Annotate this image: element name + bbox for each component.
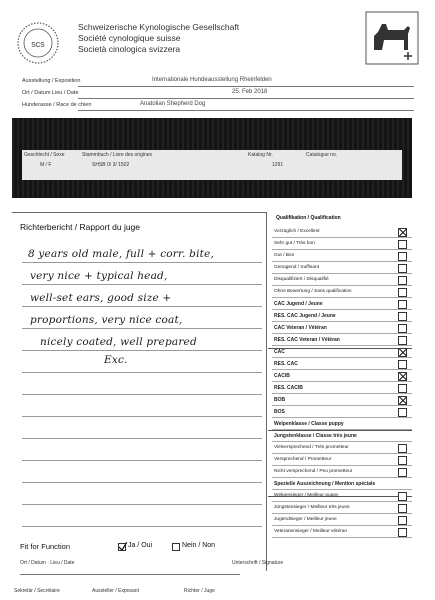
- qualification-label: Welpensieger / Meilleur puppy: [274, 493, 339, 498]
- qualification-checkbox[interactable]: [398, 408, 407, 417]
- fit-no-checkbox[interactable]: [172, 543, 180, 551]
- qualification-label: CAC Jugend / Jeune: [274, 301, 323, 307]
- qualification-row: [272, 274, 412, 286]
- catalog-value: 1291: [272, 162, 284, 168]
- qualification-row: [272, 358, 412, 370]
- qualification-checkbox[interactable]: [398, 528, 407, 537]
- qualification-checkbox[interactable]: [398, 252, 407, 261]
- handwriting-line-1: 8 years old male, full + corr. bite,: [28, 248, 215, 260]
- fit-yes-checkbox[interactable]: [118, 543, 126, 551]
- qualification-checkbox[interactable]: [398, 300, 407, 309]
- qualification-label: Jugendsieger / Meilleur jeune: [274, 517, 337, 522]
- breed-value: Anatolian Shepherd Dog: [140, 101, 206, 107]
- qualification-checkbox[interactable]: [398, 504, 407, 513]
- qualification-row: [272, 250, 412, 262]
- qualification-checkbox[interactable]: [398, 468, 407, 477]
- qualification-row: [272, 334, 412, 346]
- catalog-label-fr: Catalogue no.: [306, 152, 338, 158]
- qualification-label: Nicht versprechend / Peu prometteur: [274, 469, 353, 474]
- catalog-label: Katalog Nr.: [248, 152, 273, 158]
- bottom-judge-label: Richter / Juge: [184, 588, 215, 594]
- qualification-checkbox[interactable]: [398, 384, 407, 393]
- qualification-checkbox[interactable]: [398, 228, 407, 237]
- qualification-label: Vorzüglich / Excellent: [274, 229, 320, 234]
- qualification-checkbox[interactable]: [398, 324, 407, 333]
- fit-yes-label: Ja / Oui: [128, 542, 153, 549]
- qualification-label: RES. CAC Veteran / Vétéran: [274, 337, 340, 343]
- band-details-row: [22, 150, 402, 180]
- qualification-row: [272, 238, 412, 250]
- qualification-label: Disqualifiziert / Disqualifié: [274, 277, 329, 282]
- qualification-checkbox[interactable]: [398, 456, 407, 465]
- breed-label: Hunderasse / Race de chien: [22, 102, 92, 108]
- qualification-label: Genügend / Suffisant: [274, 265, 319, 270]
- qualification-checkbox[interactable]: [398, 348, 407, 357]
- org-name-de: Schweizerische Kynologische Gesellschaft: [78, 22, 240, 32]
- qualification-label: Welpenklasse / Classe puppy: [274, 421, 344, 427]
- dog-details-band: [12, 118, 412, 198]
- date-label: Ort / Datum Lieu / Date: [22, 90, 79, 96]
- qualification-row: [272, 430, 412, 442]
- qualification-label: Sehr gut / Très bon: [274, 241, 315, 246]
- qualification-label: Vielversprechend / Très prometteur: [274, 445, 349, 450]
- qualification-row: [272, 418, 412, 430]
- checkmark-icon: [118, 542, 127, 551]
- qualification-row: [272, 370, 412, 382]
- qualification-row: [272, 226, 412, 238]
- skg-logo-icon: [14, 20, 62, 66]
- org-name-it: Società cinologica svizzera: [78, 44, 181, 54]
- qualification-label: CAC Veteran / Vétéran: [274, 325, 327, 331]
- dog-logo-icon: [364, 10, 420, 66]
- qualification-label: Ohne Bewertung / Sans qualification: [274, 289, 352, 294]
- sex-label: Geschlecht / Sexe: [24, 152, 65, 158]
- qualification-row: [272, 502, 412, 514]
- qualification-checkbox[interactable]: [398, 240, 407, 249]
- qualification-row: [272, 382, 412, 394]
- event-label: Ausstellung / Exposition: [22, 78, 81, 84]
- sex-value: M / F: [40, 162, 52, 168]
- handwriting-line-4: proportions, very nice coat,: [30, 314, 183, 326]
- qualification-row: [272, 310, 412, 322]
- qualification-checkbox[interactable]: [398, 276, 407, 285]
- report-title: Richterbericht / Rapport du juge: [20, 222, 141, 232]
- qualification-checkbox[interactable]: [398, 360, 407, 369]
- handwriting-line-2: very nice + typical head,: [30, 270, 168, 282]
- fit-no-label: Nein / Non: [182, 542, 216, 549]
- qualification-row: [272, 286, 412, 298]
- date-row: [22, 88, 414, 99]
- qualification-label: BOB: [274, 397, 286, 403]
- qualification-checkbox[interactable]: [398, 492, 407, 501]
- studbook-label: Stammbuch / Livre des origines: [82, 152, 153, 158]
- date-value: 25. Feb 2018: [232, 89, 268, 95]
- report-box: [12, 212, 267, 571]
- qualification-label: Jungstenklasse / Classe très jeune: [274, 433, 357, 439]
- footer-signature-label: Unterschrift / Signature: [232, 560, 284, 566]
- qualification-row: [272, 514, 412, 526]
- svg-text:scs: scs: [31, 39, 45, 49]
- qualification-label: Versprechend / Prometteur: [274, 457, 332, 462]
- qualification-label: RES. CAC: [274, 361, 298, 367]
- handwriting-line-3: well-set ears, good size +: [30, 292, 172, 304]
- qualification-row: [272, 478, 412, 490]
- qualification-checkbox[interactable]: [398, 372, 407, 381]
- breed-row: [22, 100, 414, 111]
- qualification-row: [272, 298, 412, 310]
- qualification-checkbox[interactable]: [398, 288, 407, 297]
- qualification-checkbox[interactable]: [398, 516, 407, 525]
- qualification-row: [272, 442, 412, 454]
- qualification-label: BOS: [274, 409, 285, 415]
- qualification-label: Veteranensieger / Meilleur vétéran: [274, 529, 348, 534]
- handwriting-line-5: nicely coated, well prepared: [40, 336, 197, 348]
- qualification-checkbox[interactable]: [398, 336, 407, 345]
- handwriting-line-6: Exc.: [104, 354, 128, 366]
- org-name-fr: Société cynologique suisse: [78, 33, 181, 43]
- qualification-label: Jüngstensieger / Meilleur très jeune: [274, 505, 350, 510]
- qualification-row: [272, 526, 412, 538]
- qualification-checkbox[interactable]: [398, 312, 407, 321]
- qualification-title: Qualifikation / Qualification: [276, 215, 341, 221]
- qualification-row: [272, 346, 412, 358]
- footer-place-date-label: Ort / Datum · Lieu / Date: [20, 560, 75, 566]
- qualification-checkbox[interactable]: [398, 264, 407, 273]
- event-row: [22, 76, 414, 87]
- qualification-row: [272, 454, 412, 466]
- bottom-secretary-label: Sekretär / Secrétaire: [14, 588, 60, 594]
- qualification-row: [272, 394, 412, 406]
- bottom-exhibitor-label: Aussteller / Exposant: [92, 588, 139, 594]
- studbook-value: SHSB 0/ 3/ 1502: [92, 162, 130, 168]
- qualification-row: [272, 262, 412, 274]
- qualification-label: Gut / Bon: [274, 253, 295, 258]
- qualification-label: Spezielle Auszeichnung / Mention spéciale: [274, 481, 376, 487]
- qualification-row: [272, 490, 412, 502]
- qualification-label: RES. CAC Jugend / Jeune: [274, 313, 336, 319]
- qualification-label: CACIB: [274, 373, 290, 379]
- qualification-row: [272, 466, 412, 478]
- event-value: Internationale Hundeausstellung Rheinfelden: [152, 77, 272, 83]
- qualification-row: [272, 322, 412, 334]
- qualification-row: [272, 406, 412, 418]
- qualification-label: RES. CACIB: [274, 385, 303, 391]
- qualification-checkbox[interactable]: [398, 396, 407, 405]
- fit-for-function-label: Fit for Function: [20, 542, 71, 551]
- qualification-checkbox[interactable]: [398, 444, 407, 453]
- organization-name: [78, 22, 239, 55]
- qualification-label: CAC: [274, 349, 285, 355]
